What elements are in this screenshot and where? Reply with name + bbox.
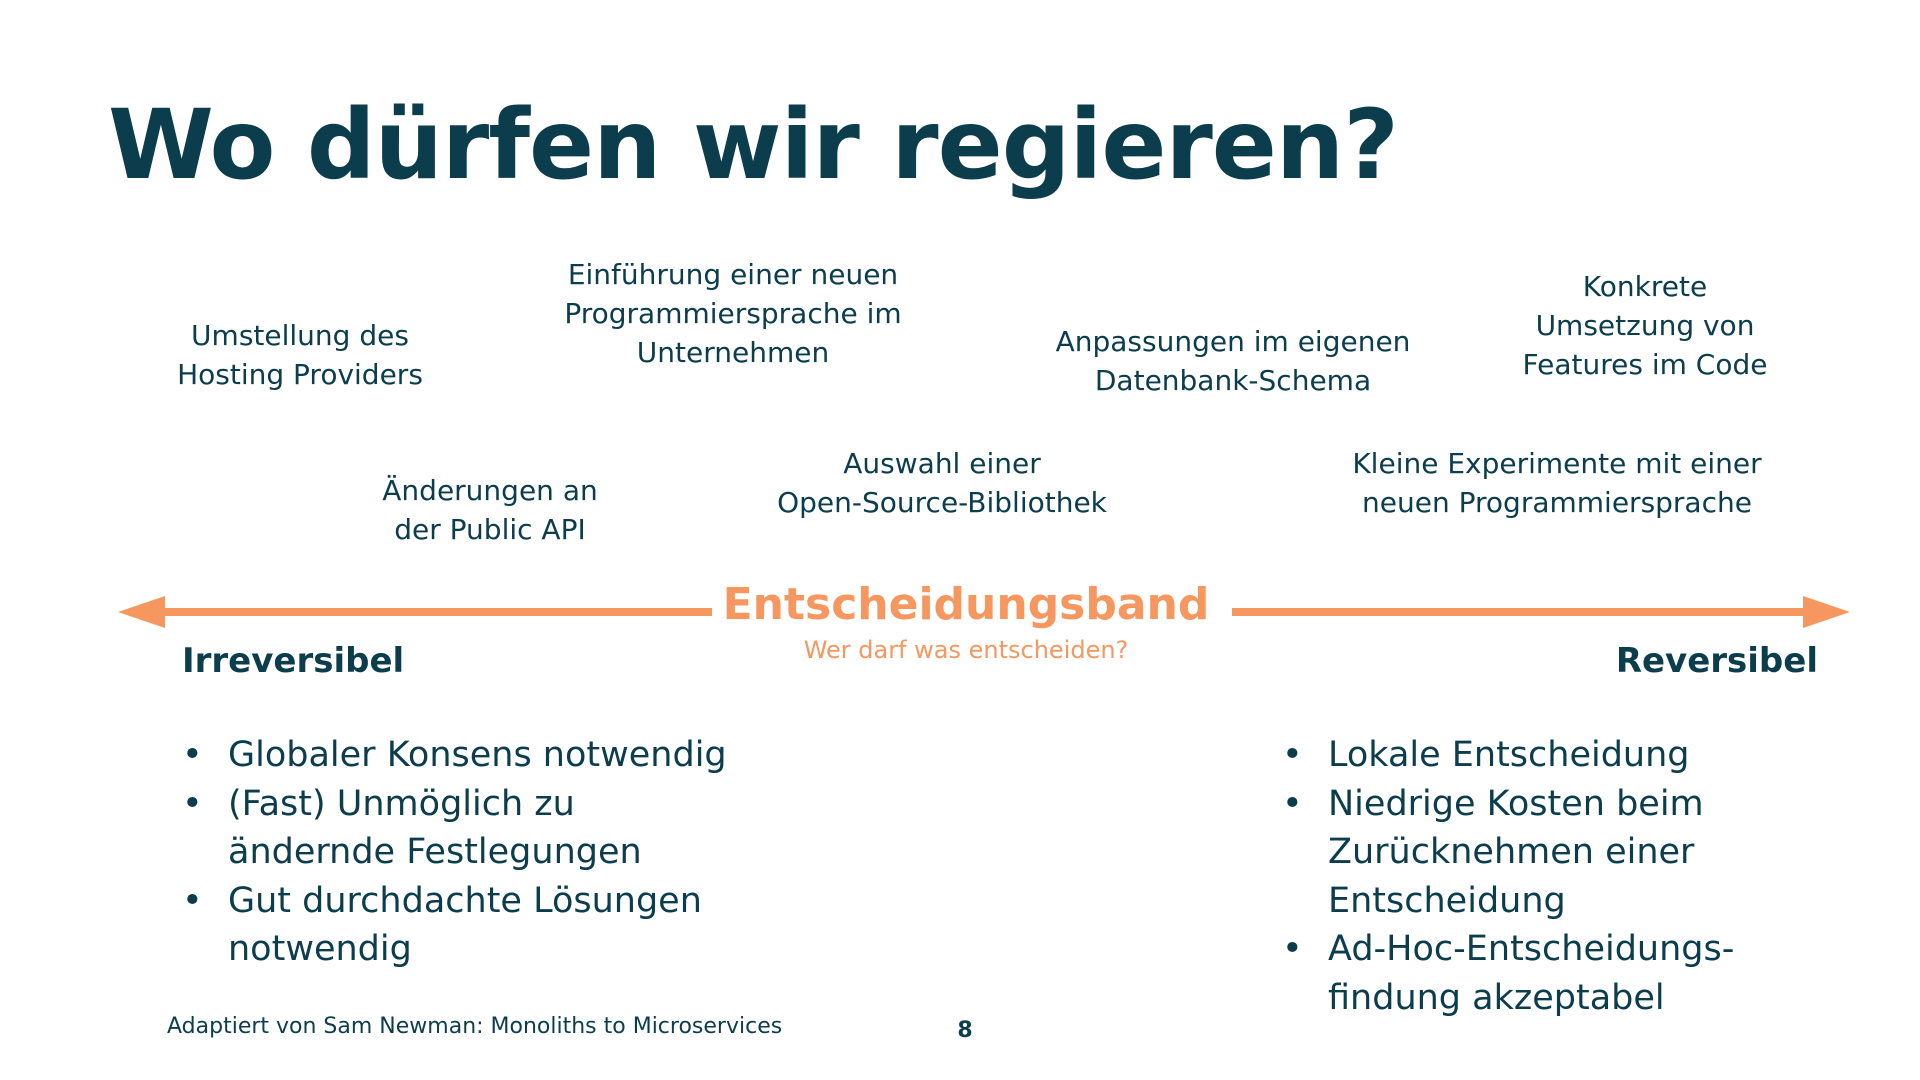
decision-oss-library — [777, 444, 1107, 522]
decision-line: Umsetzung von — [1535, 309, 1755, 342]
bullet-line: Gut durchdachte Lösungen — [228, 880, 702, 921]
decision-line: Hosting Providers — [177, 358, 423, 391]
decision-line: Anpassungen im eigenen — [1055, 325, 1411, 358]
bullet-line: findung akzeptabel — [1328, 977, 1665, 1018]
decision-features — [1523, 267, 1768, 384]
bullet-line: ändernde Festlegungen — [228, 832, 642, 872]
bullet-item — [182, 877, 822, 974]
bullet-line: Niedrige Kosten beim — [1328, 783, 1704, 824]
page-number: 8 — [957, 1018, 973, 1043]
right-arrowhead — [1803, 596, 1850, 628]
decision-new-language — [564, 255, 901, 372]
decision-line: Kleine Experimente mit einer — [1352, 447, 1762, 480]
decision-band-subtitle: Wer darf was entscheiden? — [803, 636, 1129, 664]
decision-db-schema — [1056, 322, 1411, 400]
decision-hosting-provider — [177, 316, 423, 394]
source-citation: Adaptiert von Sam Newman: Monoliths to Microservices — [167, 1014, 783, 1039]
bullet-item — [1282, 731, 1842, 780]
bullet-line: Zurücknehmen einer — [1328, 832, 1695, 872]
decision-experiments — [1352, 444, 1761, 522]
bullet-line: notwendig — [228, 929, 412, 969]
decision-line: Umstellung des — [191, 319, 409, 352]
decision-line: Konkrete — [1582, 270, 1708, 303]
bullet-line: Entscheidung — [1328, 880, 1566, 921]
bullet-item — [1282, 780, 1842, 926]
reversible-label: Reversibel — [1615, 641, 1818, 681]
decision-line: Open-Source-Bibliothek — [777, 486, 1107, 519]
decision-line: neuen Programmiersprache — [1362, 486, 1752, 519]
right-arrow-shaft — [1232, 608, 1812, 616]
decision-public-api — [382, 471, 597, 549]
decision-line: Datenbank-Schema — [1094, 364, 1372, 397]
decision-line: Programmiersprache im — [564, 297, 902, 330]
slide-title: Wo dürfen wir regieren? — [108, 89, 1398, 201]
bullet-line: Globaler Konsens notwendig — [228, 735, 727, 775]
bullet-line: (Fast) Unmöglich zu — [228, 783, 575, 824]
decision-line: Features im Code — [1522, 348, 1768, 381]
left-arrow-shaft — [158, 608, 712, 616]
bullet-marker: • — [1282, 783, 1303, 824]
decision-line: der Public API — [394, 513, 586, 546]
bullet-line: Lokale Entscheidung — [1328, 735, 1690, 775]
bullet-item — [1282, 925, 1842, 1022]
bullet-line: Ad-Hoc-Entscheidungs- — [1328, 929, 1735, 969]
bullet-item — [182, 731, 822, 780]
decision-line: Einführung einer neuen — [567, 258, 899, 291]
bullet-marker: • — [182, 735, 203, 775]
bullet-marker: • — [1282, 735, 1303, 775]
decision-line: Änderungen an — [382, 474, 598, 507]
bullet-item — [182, 780, 822, 877]
irreversible-label: Irreversibel — [182, 641, 405, 681]
bullet-marker: • — [1282, 929, 1303, 969]
reversible-bullet-list — [1282, 731, 1842, 1022]
irreversible-bullet-list — [182, 731, 822, 974]
decision-line: Auswahl einer — [843, 447, 1041, 480]
decision-line: Unternehmen — [636, 336, 830, 369]
bullet-marker: • — [182, 880, 203, 921]
left-arrowhead — [118, 596, 165, 628]
bullet-marker: • — [182, 783, 203, 824]
decision-band-title: Entscheidungsband — [722, 579, 1210, 630]
